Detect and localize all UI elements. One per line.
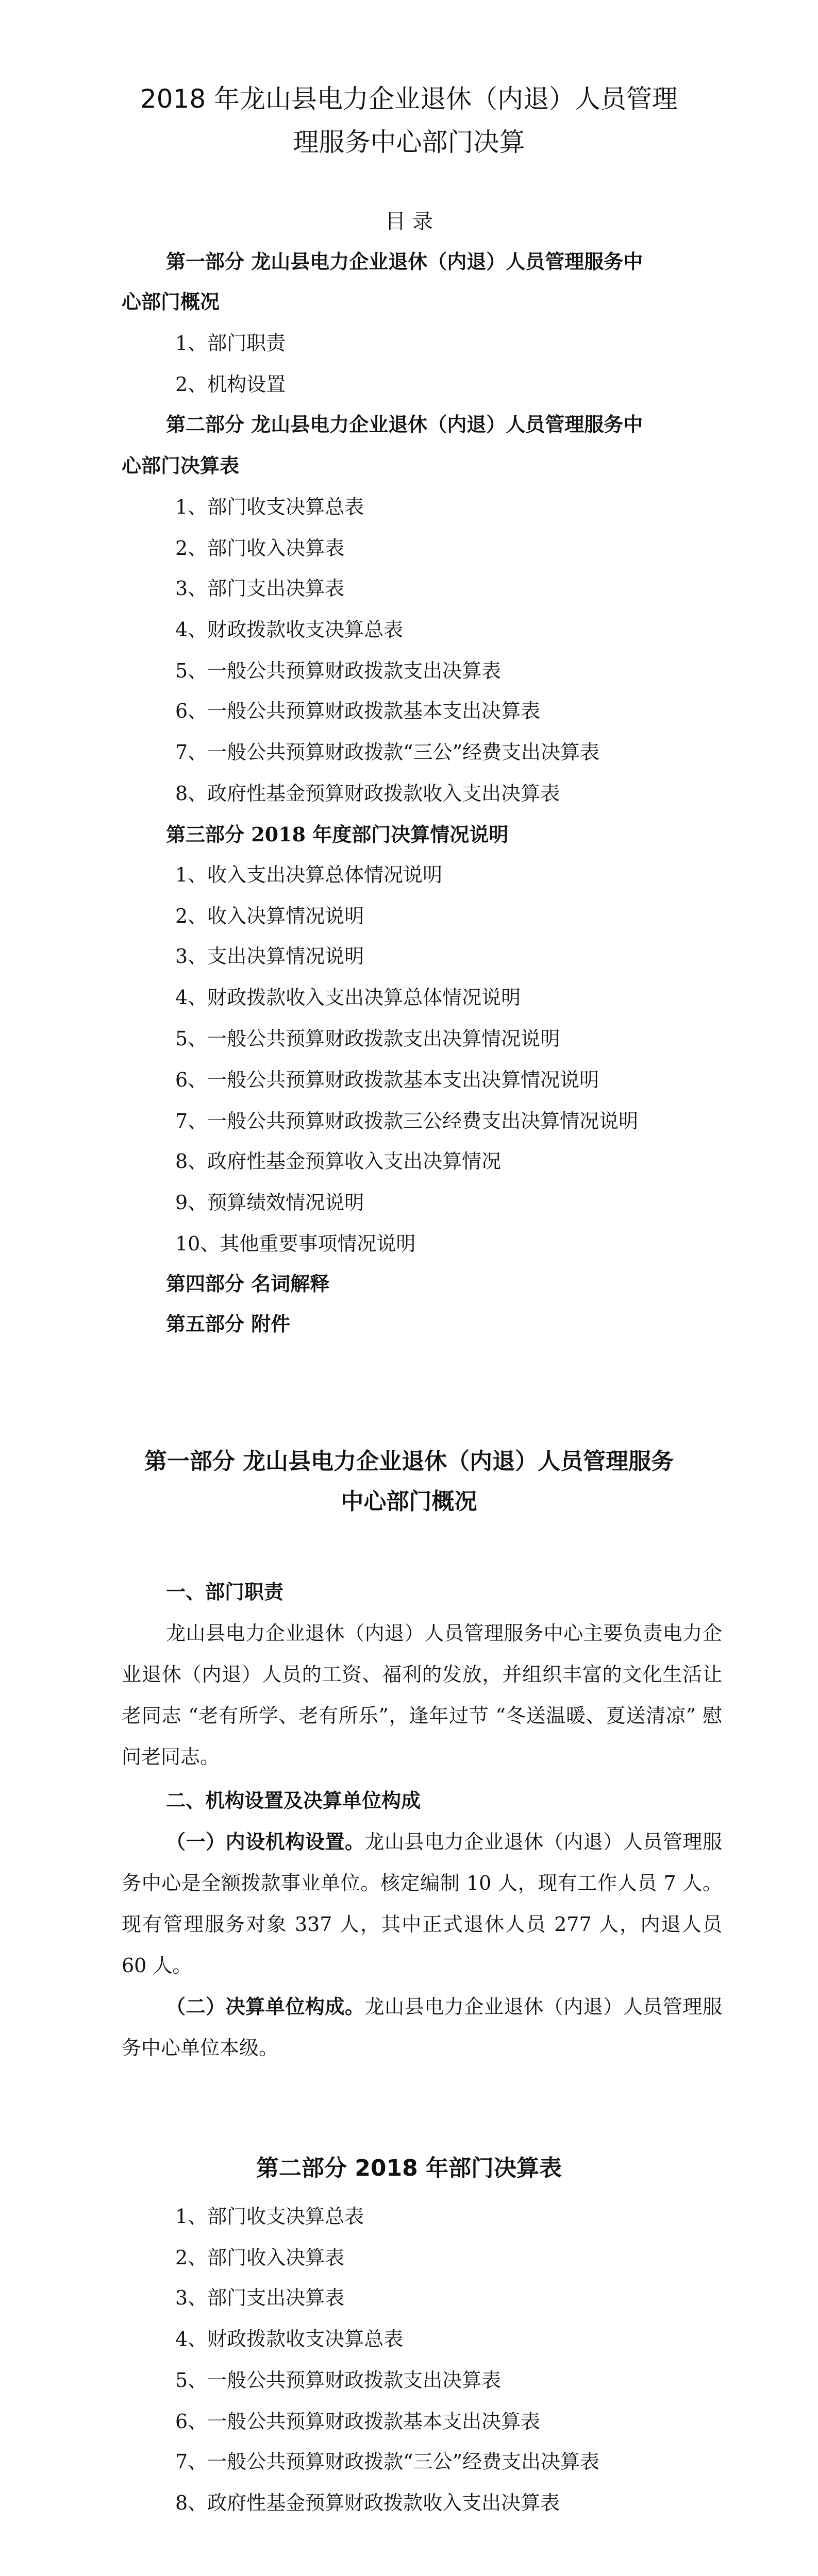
toc-item: 10、其他重要事项情况说明 <box>175 1232 416 1255</box>
toc-part2-line2: 心部门决算表 <box>122 454 240 477</box>
section2-item: 4、财政拨款收支决算总表 <box>175 2328 404 2350</box>
toc-item: 1、部门职责 <box>175 332 286 354</box>
toc-item: 8、政府性基金预算财政拨款收入支出决算表 <box>175 782 560 805</box>
section2-item: 6、一般公共预算财政拨款基本支出决算表 <box>175 2410 541 2433</box>
toc-item: 6、一般公共预算财政拨款基本支出决算表 <box>175 700 541 722</box>
section2-item: 7、一般公共预算财政拨款“三公”经费支出决算表 <box>175 2450 600 2473</box>
section2-title: 第二部分 2018 年部门决算表 <box>256 2155 562 2181</box>
section2-item: 3、部门支出决算表 <box>175 2286 345 2309</box>
toc-item: 2、机构设置 <box>175 373 286 396</box>
section2-item: 5、一般公共预算财政拨款支出决算表 <box>175 2369 502 2392</box>
toc-item: 6、一般公共预算财政拨款基本支出决算情况说明 <box>175 1069 599 1091</box>
toc-item: 9、预算绩效情况说明 <box>175 1191 364 1214</box>
toc-item: 4、财政拨款收支决算总表 <box>175 618 404 641</box>
org-unit-label: （二）决算单位构成。 <box>166 1995 365 2018</box>
toc-item: 1、收入支出决算总体情况说明 <box>175 863 443 886</box>
org-unit-text: 龙山县电力企业退休（内退）人员管理服务中心单位本级。 <box>122 1995 722 2059</box>
section2-item: 8、政府性基金预算财政拨款收入支出决算表 <box>175 2492 560 2514</box>
toc-item: 4、财政拨款收入支出决算总体情况说明 <box>175 986 521 1009</box>
section2-item: 2、部门收入决算表 <box>175 2246 345 2269</box>
section2-item: 1、部门收支决算总表 <box>175 2205 364 2228</box>
org-internal-text: 龙山县电力企业退休（内退）人员管理服务中心是全额拨款事业单位。核定编制 10 人，现有工作人员 7 人。现有管理服务对象 337 人，其中正式退休人员 277 人，内退人员 60 人。 <box>122 1831 722 1977</box>
section1-title-line2: 中心部门概况 <box>341 1488 477 1515</box>
toc-item: 2、部门收入决算表 <box>175 537 345 560</box>
duty-heading: 一、部门职责 <box>166 1580 284 1603</box>
toc-part1-line2: 心部门概况 <box>122 290 220 313</box>
toc-item: 3、部门支出决算表 <box>175 577 345 600</box>
org-internal-label: （一）内设机构设置。 <box>166 1830 365 1853</box>
toc-item: 3、支出决算情况说明 <box>175 945 364 968</box>
document-title-line1: 2018 年龙山县电力企业退休（内退）人员管理 <box>140 84 678 114</box>
toc-item: 5、一般公共预算财政拨款支出决算表 <box>175 659 502 682</box>
document-title-line2: 理服务中心部门决算 <box>293 127 525 157</box>
toc-part1-line1: 第一部分 龙山县电力企业退休（内退）人员管理服务中 <box>166 250 643 273</box>
toc-item: 7、一般公共预算财政拨款“三公”经费支出决算表 <box>175 741 600 764</box>
toc-item: 2、收入决算情况说明 <box>175 905 364 927</box>
toc-part2-line1: 第二部分 龙山县电力企业退休（内退）人员管理服务中 <box>166 413 643 436</box>
toc-heading: 目 录 <box>385 210 433 233</box>
org-heading: 二、机构设置及决算单位构成 <box>166 1789 421 1812</box>
org-unit-paragraph <box>122 1986 722 2069</box>
toc-item: 7、一般公共预算财政拨款三公经费支出决算情况说明 <box>175 1110 639 1132</box>
toc-part4: 第四部分 名词解释 <box>166 1272 330 1295</box>
duty-paragraph: 龙山县电力企业退休（内退）人员管理服务中心主要负责电力企业退休（内退）人员的工资、福利的发放，并组织丰富的文化生活让老同志 “老有所学、老有所乐”，逢年过节 “冬送温暖、夏送清凉” 慰问老同志。 <box>122 1622 722 1768</box>
toc-item: 5、一般公共预算财政拨款支出决算情况说明 <box>175 1027 560 1050</box>
toc-item: 1、部门收支决算总表 <box>175 496 364 518</box>
org-internal-paragraph <box>122 1821 722 1986</box>
toc-item: 8、政府性基金预算收入支出决算情况 <box>175 1150 502 1173</box>
section1-title-line1: 第一部分 龙山县电力企业退休（内退）人员管理服务 <box>144 1448 674 1475</box>
toc-part5: 第五部分 附件 <box>166 1312 291 1335</box>
toc-part3: 第三部分 2018 年度部门决算情况说明 <box>166 823 509 846</box>
